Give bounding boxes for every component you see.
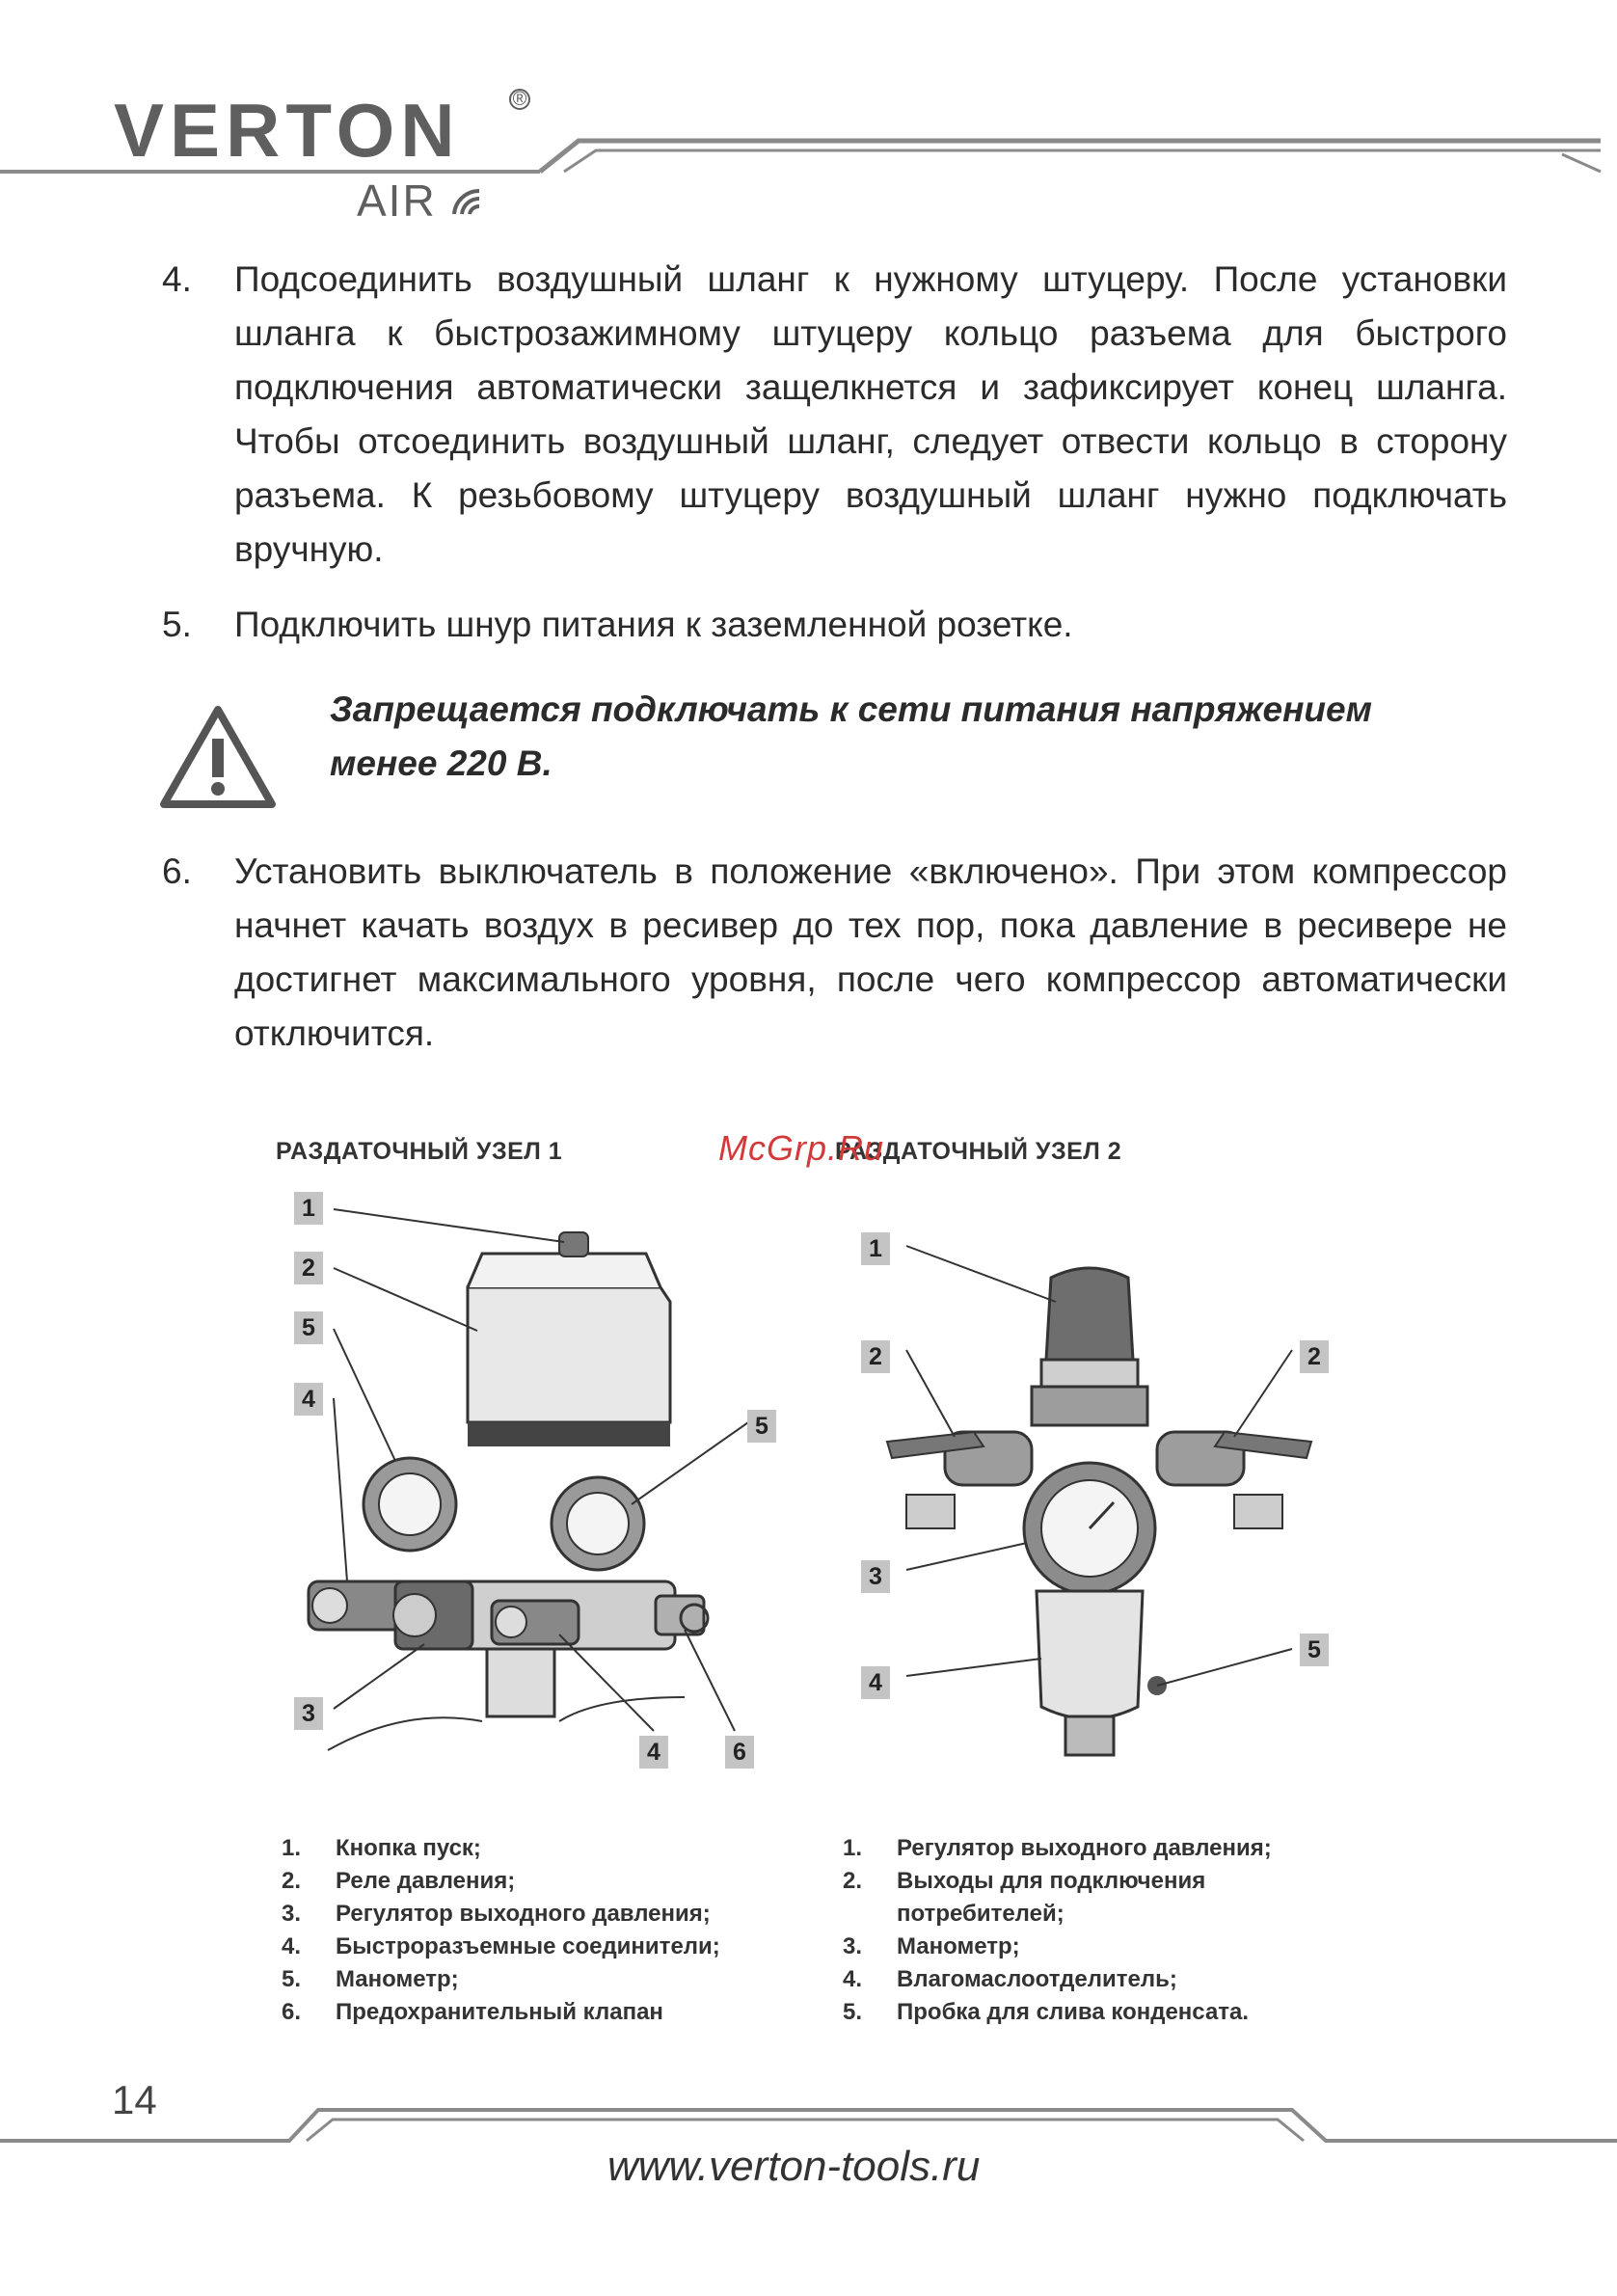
- legend-item: 4. Быстроразъемные соединители;: [282, 1933, 720, 1959]
- warning-icon: [158, 704, 278, 812]
- callout-d2-5: 5: [1300, 1634, 1329, 1666]
- callout-3: 3: [294, 1697, 323, 1730]
- diagram-1-legend: [282, 1832, 720, 2029]
- diagram-1-title: РАЗДАТОЧНЫЙ УЗЕЛ 1: [276, 1138, 563, 1165]
- list-item: [162, 598, 1512, 652]
- page-number: 14: [112, 2077, 157, 2122]
- legend-item: 1. Регулятор выходного давления;: [843, 1835, 1272, 1861]
- list-item: [162, 845, 1512, 1061]
- registered-mark: ®: [509, 89, 530, 110]
- brand-logo: [114, 88, 538, 228]
- item-text: Установить выключатель в положение «включено». При этом компрессор начнет качать воздух в ресивер до тех пор, пока давление в ресивере не достигнет максимального уровня, после чего компрессор автоматически отключится.: [234, 851, 1507, 1053]
- diagram-2-title: РАЗДАТОЧНЫЙ УЗЕЛ 2: [835, 1138, 1122, 1165]
- callout-5: 5: [294, 1311, 323, 1344]
- legend-item: 4. Влагомаслоотделитель;: [843, 1966, 1177, 1992]
- legend-item: потребителей;: [897, 1901, 1065, 1927]
- brand-sub: AIR: [357, 175, 483, 227]
- legend-item: 5. Манометр;: [282, 1966, 459, 1992]
- legend-item: 3. Регулятор выходного давления;: [282, 1901, 711, 1927]
- legend-item: 3. Манометр;: [843, 1933, 1020, 1959]
- instruction-list: [162, 253, 1512, 673]
- legend-item: 1. Кнопка пуск;: [282, 1835, 481, 1861]
- legend-item: 2. Выходы для подключения: [843, 1868, 1206, 1894]
- warning-text: Запрещается подключать к сети питания напряжением менее 220 В.: [330, 689, 1372, 783]
- diagram-2-legend: [843, 1832, 1272, 2029]
- item-text: Подсоединить воздушный шланг к нужному штуцеру. После установки шланга к быстрозажимному штуцеру кольцо разъема для быстрого подключения автоматически защелкнется и зафиксирует конец шланга. Чтобы отсоединить воздушный шланг, следует отвести кольцо в сторону разъема. К резьбовому штуцеру воздушный шланг нужно подключать вручную.: [234, 259, 1507, 569]
- item-text: Подключить шнур питания к заземленной розетке.: [234, 605, 1073, 644]
- callout-d2-2: 2: [861, 1340, 890, 1373]
- callout-2: 2: [294, 1252, 323, 1284]
- callout-d2-3: 3: [861, 1560, 890, 1593]
- air-wave-icon: [450, 185, 483, 218]
- legend-item: 6. Предохранительный клапан: [282, 1999, 663, 2025]
- callout-d2-1: 1: [861, 1232, 890, 1265]
- legend-item: 5. Пробка для слива конденсата.: [843, 1999, 1250, 2025]
- distribution-unit-2-illustration: [849, 1215, 1350, 1774]
- item-number: 6.: [162, 851, 192, 891]
- legend-item: 2. Реле давления;: [282, 1868, 516, 1894]
- callout-1: 1: [294, 1192, 323, 1225]
- instruction-list-2: [162, 845, 1512, 1082]
- brand-name: VERTON: [114, 88, 461, 173]
- callout-5b: 5: [747, 1410, 776, 1443]
- website-url[interactable]: www.verton-tools.ru: [607, 2143, 981, 2190]
- callout-d2-4: 4: [861, 1666, 890, 1699]
- list-item: [162, 253, 1512, 577]
- item-number: 5.: [162, 605, 192, 644]
- callout-6: 6: [725, 1736, 754, 1769]
- callout-d2-2b: 2: [1300, 1340, 1329, 1373]
- watermark: McGrp.Ru: [718, 1128, 885, 1168]
- callout-4b: 4: [639, 1736, 668, 1769]
- distribution-unit-1-illustration: [289, 1196, 810, 1774]
- callout-4: 4: [294, 1383, 323, 1416]
- item-number: 4.: [162, 259, 192, 299]
